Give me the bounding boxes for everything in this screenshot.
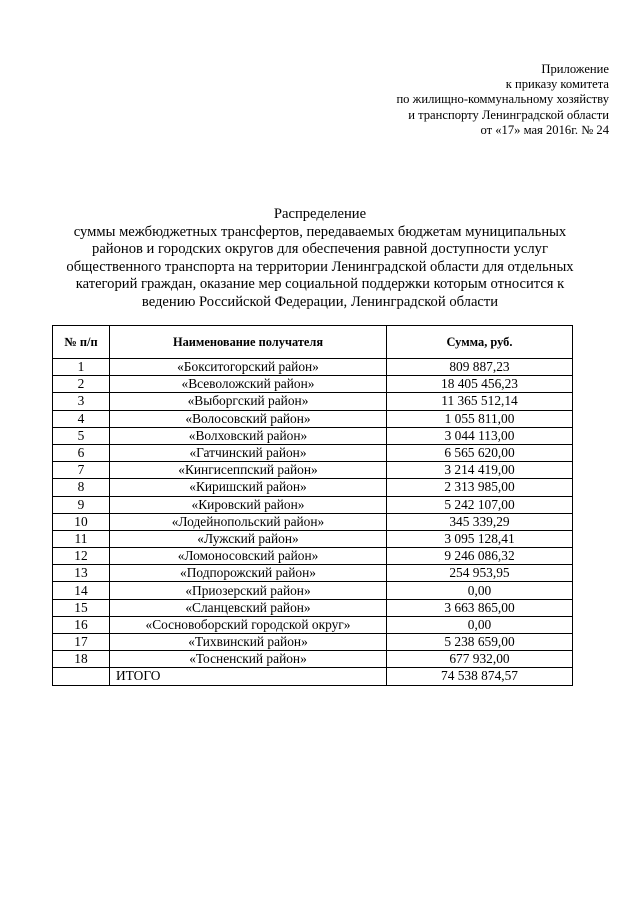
table-row [53, 393, 573, 410]
table-row [53, 599, 573, 616]
row-recipient: «Волосовский район» [110, 410, 387, 427]
row-number: 12 [53, 548, 110, 565]
title-line: Распределение [273, 206, 367, 222]
row-amount: 809 887,23 [387, 359, 573, 376]
row-amount: 11 365 512,14 [387, 393, 573, 410]
row-number: 17 [53, 634, 110, 651]
annex-line: и транспорту Ленинградской области [408, 107, 609, 122]
row-number: 4 [53, 410, 110, 427]
table-row [53, 582, 573, 599]
row-recipient: «Кировский район» [110, 496, 387, 513]
table-row [53, 427, 573, 444]
table-row [53, 462, 573, 479]
table-row [53, 359, 573, 376]
row-number: 9 [53, 496, 110, 513]
row-recipient: «Ломоносовский район» [110, 548, 387, 565]
row-amount: 3 214 419,00 [387, 462, 573, 479]
row-amount: 3 663 865,00 [387, 599, 573, 616]
row-amount: 3 044 113,00 [387, 427, 573, 444]
table-row [53, 548, 573, 565]
header-number: № п/п [53, 326, 110, 359]
row-number: 5 [53, 427, 110, 444]
row-number: 13 [53, 565, 110, 582]
table-row [53, 513, 573, 530]
annex-line: к приказу комитета [505, 77, 609, 92]
row-number: 2 [53, 376, 110, 393]
row-number: 14 [53, 582, 110, 599]
row-recipient: «Тихвинский район» [110, 634, 387, 651]
row-recipient: «Сланцевский район» [110, 599, 387, 616]
table-header-row [53, 326, 573, 359]
annex-line: от «17» мая 2016г. № 24 [480, 122, 609, 137]
row-recipient: «Сосновоборский городской округ» [110, 616, 387, 633]
total-value: 74 538 874,57 [387, 668, 573, 685]
row-number: 16 [53, 616, 110, 633]
row-amount: 5 242 107,00 [387, 496, 573, 513]
title-line: категорий граждан, оказание мер социальной поддержки которым относится к [75, 276, 565, 293]
total-empty-cell [53, 668, 110, 685]
row-amount: 3 095 128,41 [387, 530, 573, 547]
table-row [53, 376, 573, 393]
header-amount: Сумма, руб. [387, 326, 573, 359]
row-recipient: «Всеволожский район» [110, 376, 387, 393]
row-recipient: «Тосненский район» [110, 651, 387, 668]
row-number: 18 [53, 651, 110, 668]
row-recipient: «Приозерский район» [110, 582, 387, 599]
row-recipient: «Кингисеппский район» [110, 462, 387, 479]
header-recipient: Наименование получателя [110, 326, 387, 359]
row-recipient: «Выборгский район» [110, 393, 387, 410]
row-amount: 18 405 456,23 [387, 376, 573, 393]
row-number: 1 [53, 359, 110, 376]
row-amount: 0,00 [387, 616, 573, 633]
annex-block [289, 62, 609, 138]
row-recipient: «Лужский район» [110, 530, 387, 547]
table-row [53, 410, 573, 427]
row-recipient: «Гатчинский район» [110, 444, 387, 461]
row-amount: 345 339,29 [387, 513, 573, 530]
title-line: суммы межбюджетных трансфертов, передаваемых бюджетам муниципальных [73, 223, 567, 240]
row-number: 3 [53, 393, 110, 410]
annex-line: Приложение [541, 62, 609, 76]
table-row [53, 530, 573, 547]
table-row [53, 479, 573, 496]
annex-line: по жилищно-коммунальному хозяйству [396, 92, 609, 107]
title-line: ведению Российской Федерации, Ленинградской области [141, 293, 499, 310]
row-number: 10 [53, 513, 110, 530]
table-row [53, 565, 573, 582]
row-number: 15 [53, 599, 110, 616]
table-row [53, 616, 573, 633]
row-recipient: «Лодейнопольский район» [110, 513, 387, 530]
title-line: общественного транспорта на территории Ленинградской области для отдельных [66, 258, 574, 275]
row-amount: 9 246 086,32 [387, 548, 573, 565]
row-number: 8 [53, 479, 110, 496]
row-recipient: «Волховский район» [110, 427, 387, 444]
row-amount: 6 565 620,00 [387, 444, 573, 461]
row-amount: 254 953,95 [387, 565, 573, 582]
title-line: районов и городских округов для обеспечения равной доступности услуг [92, 241, 548, 258]
table-body [53, 359, 573, 668]
document-title [40, 206, 600, 312]
table-row [53, 634, 573, 651]
row-amount: 677 932,00 [387, 651, 573, 668]
total-label: ИТОГО [110, 668, 387, 685]
distribution-table [52, 325, 573, 686]
row-amount: 0,00 [387, 582, 573, 599]
row-number: 6 [53, 444, 110, 461]
row-number: 7 [53, 462, 110, 479]
table-row [53, 444, 573, 461]
table-row [53, 496, 573, 513]
row-recipient: «Подпорожский район» [110, 565, 387, 582]
row-number: 11 [53, 530, 110, 547]
table-row [53, 651, 573, 668]
row-amount: 1 055 811,00 [387, 410, 573, 427]
total-row [53, 668, 573, 685]
row-amount: 2 313 985,00 [387, 479, 573, 496]
row-amount: 5 238 659,00 [387, 634, 573, 651]
row-recipient: «Киришский район» [110, 479, 387, 496]
row-recipient: «Бокситогорский район» [110, 359, 387, 376]
